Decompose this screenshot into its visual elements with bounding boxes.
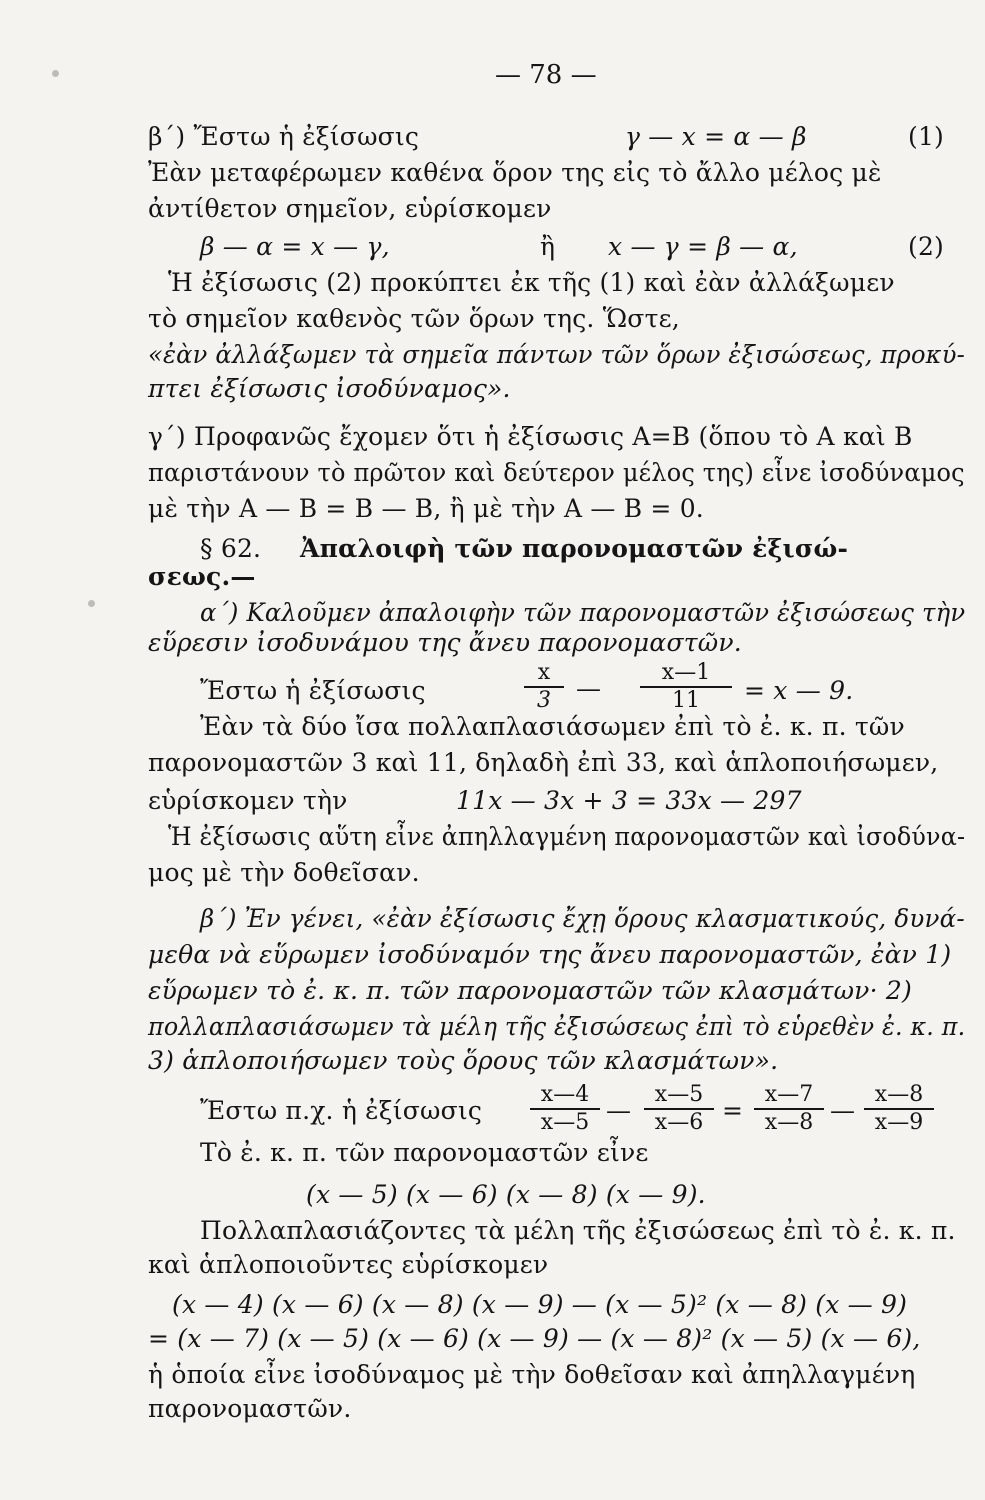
equation: (x — 5) (x — 6) (x — 8) (x — 9). — [306, 1180, 706, 1209]
paper-speck — [52, 70, 59, 77]
text-line: παρονομαστῶν 3 καὶ 11, δηλαδὴ ἐπὶ 33, καὶ ἁπλοποιήσωμεν, — [148, 748, 939, 777]
text-line: Ἐὰν τὰ δύο ἴσα πολλαπλασιάσωμεν ἐπὶ τὸ ἐ. κ. π. τῶν — [200, 712, 905, 741]
fraction — [524, 660, 564, 714]
numerator: x—5 — [644, 1082, 714, 1110]
text-line: μος μὲ τὴν δοθεῖσαν. — [148, 858, 420, 887]
quote-line: «ἐὰν ἀλλάξωμεν τὰ σημεῖα πάντων τῶν ὅρων ἐξισώσεως, προκύ- — [148, 340, 965, 369]
rule-line: 3) ἁπλοποιήσωμεν τοὺς ὅρους τῶν κλασμάτων». — [148, 1046, 779, 1075]
numerator: x—8 — [864, 1082, 934, 1110]
denominator: 3 — [537, 688, 551, 713]
denominator: x—5 — [540, 1110, 590, 1135]
text-line: Τὸ ἐ. κ. π. τῶν παρονομαστῶν εἶνε — [200, 1138, 649, 1167]
equation: = (x — 7) (x — 5) (x — 6) (x — 9) — (x — 8)² (x — 5) (x — 6), — [148, 1324, 921, 1353]
numerator: x—1 — [640, 660, 732, 688]
minus-sign: — — [576, 674, 602, 703]
quote-line: πτει ἐξίσωσις ἰσοδύναμος». — [148, 374, 511, 403]
text-line: ἢ — [540, 232, 556, 261]
denominator: 11 — [672, 688, 700, 713]
section-title: Ἀπαλοιφὴ τῶν παρονομαστῶν ἐξισώ- — [300, 534, 849, 563]
equation: 11x — 3x + 3 = 33x — 297 — [456, 786, 802, 815]
text-line: εὑρίσκομεν τὴν — [148, 786, 348, 815]
rule-line: β΄) Ἐν γένει, «ἐὰν ἐξίσωσις ἔχῃ ὅρους κλασματικούς, δυνά- — [200, 904, 965, 933]
page-number: — 78 — — [495, 60, 597, 90]
denominator: x—6 — [654, 1110, 704, 1135]
text-line: καὶ ἁπλοποιοῦντες εὑρίσκομεν — [148, 1250, 549, 1279]
text-line: παριστάνουν τὸ πρῶτον καὶ δεύτερον μέλος της) εἶνε ἰσοδύναμος — [148, 458, 965, 487]
text-line: Ἐὰν μεταφέρωμεν καθένα ὅρον της εἰς τὸ ἄλλο μέλος μὲ — [148, 158, 882, 187]
text-line: Ἔστω ἡ ἐξίσωσις — [200, 676, 426, 705]
text-line: ἀντίθετον σημεῖον, εὑρίσκομεν — [148, 194, 552, 223]
rule-line: εὕρωμεν τὸ ἐ. κ. π. τῶν παρονομαστῶν τῶν κλασμάτων· 2) — [148, 976, 912, 1005]
fraction — [530, 1082, 600, 1136]
definition-line: εὕρεσιν ἰσοδυνάμου της ἄνευ παρονομαστῶν. — [148, 628, 742, 657]
text-line: Ἡ ἐξίσωσις αὕτη εἶνε ἀπηλλαγμένη παρονομαστῶν καὶ ἰσοδύνα- — [168, 822, 966, 851]
equation-number: (2) — [908, 232, 945, 261]
numerator: x—4 — [530, 1082, 600, 1110]
minus-sign: — — [830, 1096, 856, 1125]
text-line: παρονομαστῶν. — [148, 1394, 352, 1423]
equation: = x — 9. — [744, 676, 854, 705]
numerator: x — [524, 660, 564, 688]
denominator: x—9 — [874, 1110, 924, 1135]
text-line: γ΄) Προφανῶς ἔχομεν ὅτι ἡ ἐξίσωσις Α=Β (ὅπου τὸ Α καὶ Β — [148, 422, 913, 451]
text-line: ἡ ὁποία εἶνε ἰσοδύναμος μὲ τὴν δοθεῖσαν καὶ ἀπηλλαγμένη — [148, 1360, 916, 1389]
section-title-cont: σεως.— — [148, 562, 256, 591]
text-line: μὲ τὴν Α — Β = Β — Β, ἢ μὲ τὴν Α — Β = 0. — [148, 494, 704, 523]
paper-speck — [88, 600, 95, 607]
text-line: β΄) Ἔστω ἡ ἐξίσωσις — [148, 122, 420, 151]
text-line: Ἔστω π.χ. ἡ ἐξίσωσις — [200, 1096, 483, 1125]
definition-line: α΄) Καλοῦμεν ἀπαλοιφὴν τῶν παρονομαστῶν ἐξισώσεως τὴν — [200, 598, 966, 627]
numerator: x—7 — [754, 1082, 824, 1110]
equation: β — α = x — γ, — [200, 232, 390, 261]
text-line: Ἡ ἐξίσωσις (2) προκύπτει ἐκ τῆς (1) καὶ ἐὰν ἀλλάξωμεν — [168, 268, 895, 297]
denominator: x—8 — [764, 1110, 814, 1135]
fraction — [644, 1082, 714, 1136]
minus-sign: — — [606, 1096, 632, 1125]
equation: γ — x = α — β — [625, 122, 807, 151]
fraction — [640, 660, 732, 714]
rule-line: πολλαπλασιάσωμεν τὰ μέλη τῆς ἐξισώσεως ἐπὶ τὸ εὑρεθὲν ἐ. κ. π. — [148, 1012, 966, 1041]
text-line: τὸ σημεῖον καθενὸς τῶν ὅρων της. Ὥστε, — [148, 304, 680, 333]
equation-number: (1) — [908, 122, 945, 151]
fraction — [864, 1082, 934, 1136]
section-number: § 62. — [200, 534, 262, 563]
equation: (x — 4) (x — 6) (x — 8) (x — 9) — (x — 5)² (x — 8) (x — 9) — [172, 1290, 908, 1319]
equals-sign: = — [722, 1096, 744, 1125]
equation: x — γ = β — α, — [608, 232, 798, 261]
rule-line: μεθα νὰ εὕρωμεν ἰσοδύναμόν της ἄνευ παρονομαστῶν, ἐὰν 1) — [148, 940, 952, 969]
text-line: Πολλαπλασιάζοντες τὰ μέλη τῆς ἐξισώσεως ἐπὶ τὸ ἐ. κ. π. — [200, 1216, 956, 1245]
fraction — [754, 1082, 824, 1136]
